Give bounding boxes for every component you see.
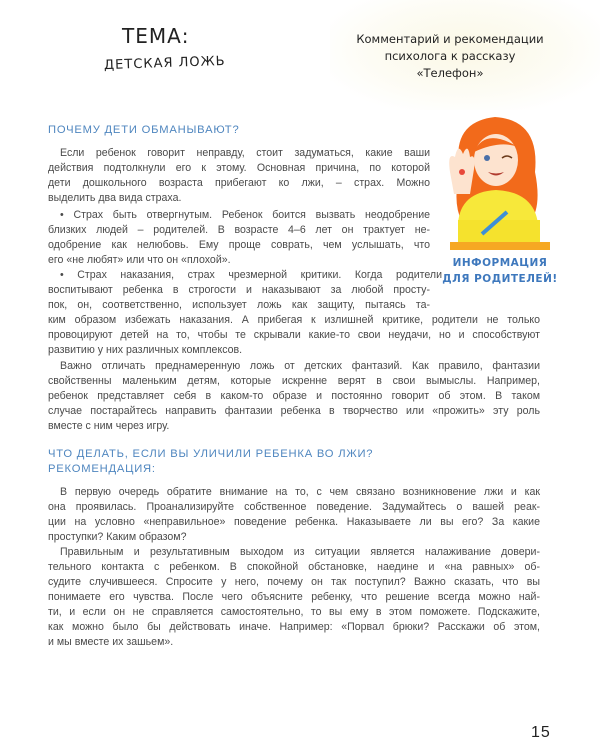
info-label-line: ИНФОРМАЦИЯ (452, 257, 548, 269)
paragraph (48, 485, 540, 545)
topic-title: ДЕТСКАЯ ЛОЖЬ (103, 53, 226, 74)
text-line: ти, и если он не справляется самостоятельно, то вы ему в этом поможете. Подскажите, (48, 606, 540, 618)
page-number: 15 (531, 724, 551, 741)
bullet-paragraph (48, 208, 430, 268)
text-line: вместе с ним через игру. (48, 420, 170, 432)
text-line: Если ребенок говорит неправду, стоит задуматься, какие ваши (60, 147, 430, 159)
girl-illustration (430, 112, 560, 252)
text-line: понимаете его чувства. После чего объясните ребенку, что решение всегда можно най- (48, 591, 540, 603)
text-line: • Страх наказания, страх чрезмерной критики. Когда родители (60, 269, 442, 281)
document-title (345, 31, 555, 82)
text-line: развитию у них различных комплексов. (48, 344, 243, 356)
title-line: психолога к рассказу (384, 49, 516, 63)
paragraph (48, 146, 430, 206)
paragraph (48, 545, 540, 650)
text-line: свойственны маленьким детям, которые искренне верят в свои вымыслы. Например, (48, 375, 540, 387)
text-line: случае постарайтесь направить фантазии ребенка в творчество или «прожить» эту роль (48, 405, 540, 417)
text-line: ким образом избежать наказания. А прибегая к излишней критике, родители не только (48, 314, 540, 326)
title-line: «Телефон» (416, 66, 484, 80)
text-line: провоцируют детей на то, чтобы те скрывали какие-то свои неудачи, но и способствуют (48, 329, 540, 341)
text-line: действия подтолкнули его к этому. Основная причина, по которой (48, 162, 430, 174)
text-line: проступки? Каким образом? (48, 531, 187, 543)
paragraph (48, 359, 540, 434)
section-heading (48, 447, 373, 477)
heading-line: РЕКОМЕНДАЦИЯ: (48, 463, 156, 475)
text-line: одобрение как нелюбовь. Ему проще соврать, чем услышать, что (48, 239, 430, 251)
text-line: как можно было бы действовать иначе. Например: «Порвал брюки? Расскажи об этом, (48, 621, 540, 633)
text-line: Важно отличать преднамеренную ложь от детских фантазий. Как правило, фантазии (60, 360, 540, 372)
text-line: В первую очередь обратите внимание на то, с чем связано возникновение лжи и как (60, 486, 540, 498)
text-line: ции на условно «неправильное» поведение ребенка. Наказываете ли вы его? За какие (48, 516, 540, 528)
title-line: Комментарий и рекомендации (356, 32, 544, 46)
text-line: близких людей – родителей. В возрасте 4–6 лет он трактует не- (48, 224, 430, 236)
text-line: его «не любят» или что он «плохой». (48, 254, 231, 266)
text-line: судите случившееся. Спросите у него, почему он так поступил? Важно сказать, что вы (48, 576, 540, 588)
text-line: она проявилась. Проанализируйте собственное поведение. Задумайтесь о вашей реак- (48, 501, 540, 513)
text-line: Правильным и результативным выходом из ситуации является налаживание довери- (60, 546, 540, 558)
text-line: тельного контакта с ребенком. В спокойной обстановке, наедине и «на равных» об- (48, 561, 540, 573)
topic-label: ТЕМА: (122, 24, 190, 48)
heading-line: ЧТО ДЕЛАТЬ, ЕСЛИ ВЫ УЛИЧИЛИ РЕБЕНКА ВО ЛЖИ? (48, 448, 374, 460)
section-heading: ПОЧЕМУ ДЕТИ ОБМАНЫВАЮТ? (48, 124, 240, 136)
bullet-paragraph (48, 268, 540, 358)
text-line: воспитывают ребенка в строгости и наказывают за любой просту- (48, 284, 430, 296)
text-line: дети дошкольного возраста прибегают ко лжи, – страх. Можно (48, 177, 430, 189)
text-line: и мы вместе их зашьем». (48, 636, 174, 648)
info-label-line: ДЛЯ РОДИТЕЛЕЙ! (442, 273, 558, 285)
text-line: пок, он, соответственно, использует ложь как защиту, пытаясь та- (48, 299, 430, 311)
text-line: выделить два вида страха. (48, 192, 182, 204)
text-line: ребенок представляет себя в каком-то образе и постоянно говорит об этом. В таком (48, 390, 540, 402)
text-line: • Страх быть отвергнутым. Ребенок боится вызвать неодобрение (60, 209, 430, 221)
